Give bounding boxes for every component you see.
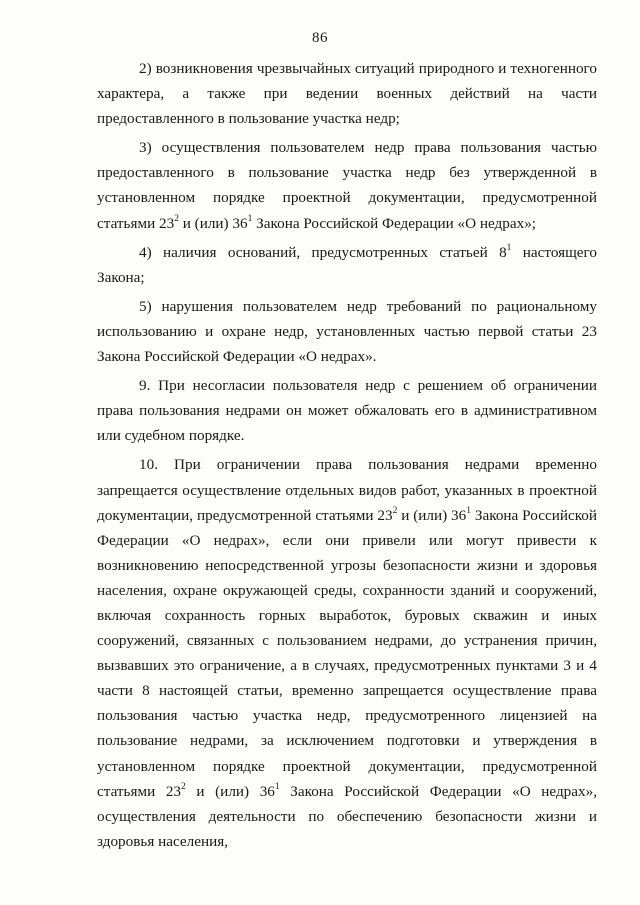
paragraph-item-2 <box>97 56 597 131</box>
text-run: Закона Российской Федерации «О недрах», если они привели или могут привести к возникновению непосредственной угрозы безопасности жизни и здоровья населения, охране окружающей среды, сохранности зданий и сооружений, включая сохранность горных выработок, буровых скважин и иных сооружений, связанных с пользованием недрами, до устранения причин, вызвавших это ограничение, а в случаях, предусмотренных пунктами 3 и 4 части 8 настоящей статьи, временно запрещается осуществление права пользования частью участка недр, предусмотренного лицензией на пользование недрами, за исключением подготовки и утверждения в установленном порядке проектной документации, предусмотренной статьями 23 <box>97 506 598 800</box>
superscript-index: 2 <box>174 213 179 224</box>
text-run: Закона Российской Федерации «О недрах»; <box>252 214 537 232</box>
text-run: 5) нарушения пользователем недр требований по рациональному использованию и охране недр, установленных частью первой статьи 23 Закона Российской Федерации «О недрах». <box>97 297 597 366</box>
paragraph-clause-10 <box>97 452 597 854</box>
text-run: Закона Российской Федерации «О недрах», осуществления деятельности по обеспечению безопасности жизни и здоровья населения, <box>97 782 597 850</box>
superscript-index: 2 <box>181 781 186 792</box>
superscript-index: 1 <box>466 505 471 516</box>
text-run: 9. При несогласии пользователя недр с решением об ограничении права пользования недрами он может обжаловать его в административном или судебном порядке. <box>97 377 597 445</box>
text-run: 10. При ограничении права пользования недрами временно запрещается осуществление отдельных видов работ, указанных в проектной документации, предусмотренной статьями 23 <box>97 456 597 524</box>
superscript-index: 1 <box>506 242 512 253</box>
superscript-index: 1 <box>247 213 253 224</box>
text-run: 4) наличия оснований, предусмотренных статьей 8 <box>139 243 507 261</box>
text-run: 3) осуществления пользователем недр права пользования частью предоставленного в пользование участка недр без утвержденной в установленном порядке проектной документации, предусмотренной статьями 23 <box>97 139 597 232</box>
superscript-index: 2 <box>392 505 398 516</box>
document-body <box>97 56 597 854</box>
page-number: 86 <box>312 30 328 46</box>
text-run: 2) возникновения чрезвычайных ситуаций природного и техногенного характера, а также при ведении военных действий на части предоставленного в пользование участка недр; <box>97 60 597 128</box>
text-run: и (или) 36 <box>178 214 248 232</box>
paragraph-item-4 <box>97 240 597 290</box>
superscript-index: 1 <box>274 781 280 792</box>
text-run: настоящего Закона; <box>97 243 597 286</box>
paragraph-item-5 <box>97 294 597 369</box>
paragraph-clause-9 <box>97 373 597 448</box>
text-run: и (или) 36 <box>185 782 275 800</box>
text-run: и (или) 36 <box>397 506 467 524</box>
paragraph-item-3 <box>97 135 597 235</box>
